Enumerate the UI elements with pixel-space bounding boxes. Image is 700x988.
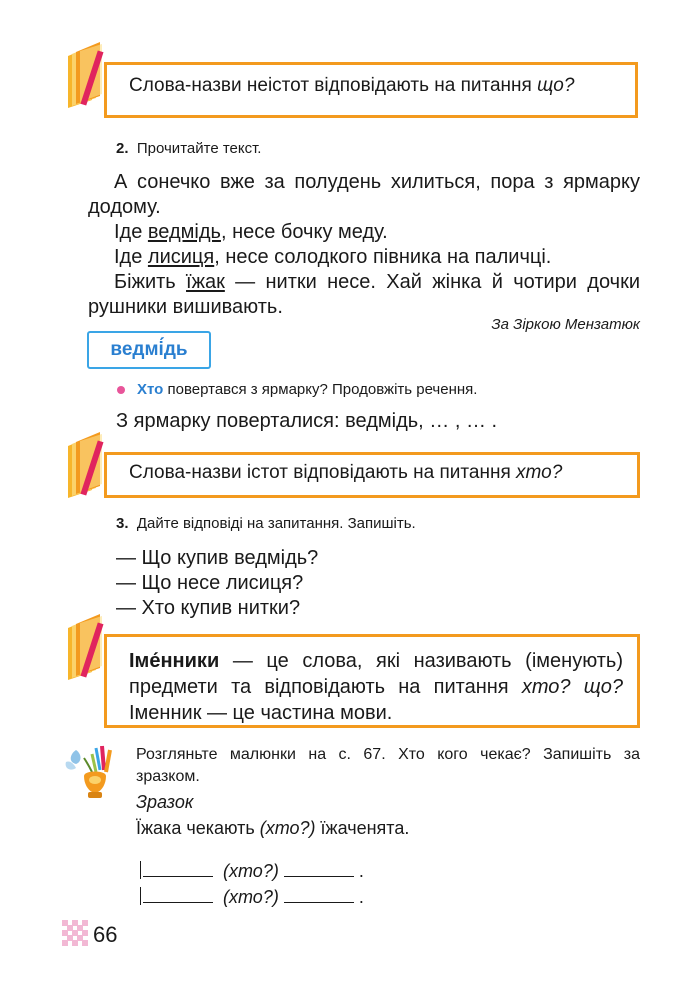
bullet-dot (117, 386, 125, 394)
rule-question: хто? що? (521, 676, 623, 698)
story-source: За Зіркою Мензатюк (491, 316, 640, 333)
underlined-word: лисиця (147, 246, 215, 268)
question-line: — Що несе лисиця? (116, 572, 304, 594)
story-line: А сонечко вже за полудень хилиться, пора з ярмарку (114, 171, 640, 193)
task-number: 3. (116, 515, 129, 532)
underlined-word: ведмідь (147, 221, 221, 243)
flower-vase-icon (62, 740, 128, 808)
task2-header (116, 140, 261, 157)
underlined-word: їжак (186, 271, 225, 293)
story-text (88, 170, 640, 320)
rule-box-noun: Іме́нники — це слова, які називають (іменують) предмети та відповідають на питання хто? що? Іменник — це частина мови. (104, 634, 640, 728)
story-line: Іде лисиця, несе солодкого півника на паличці. (114, 246, 552, 268)
sample-label: Зразок (136, 792, 194, 812)
story-line: додому. (88, 196, 161, 218)
sample-sentence: Їжака чекають (хто?) їжаченята. (136, 818, 410, 838)
exercise-text: Розгляньте малюнки на с. 67. Хто кого чекає? Запишіть за зразком. (136, 746, 640, 785)
ornament-icon (60, 918, 90, 948)
story-line: Іде ведмідь, несе бочку меду. (114, 221, 388, 243)
task-instruction: Прочитайте текст. (136, 140, 262, 157)
fill-line[interactable]: (хто?) . (140, 884, 364, 908)
task-number: 2. (116, 140, 129, 157)
word-card: ведмі́дь (87, 331, 211, 369)
rule-text: Слова-назви неістот відповідають на питання (129, 75, 538, 96)
page-number: 66 (93, 922, 118, 947)
question-line: — Що купив ведмідь? (116, 547, 319, 569)
story-line: рушники вишивають. (88, 296, 283, 318)
story-line: Біжить їжак — нитки несе. Хай жінка й чотири дочки (114, 271, 640, 293)
continue-sentence: З ярмарку поверталися: ведмідь, … , … . (116, 410, 498, 432)
rule-box-animate (104, 452, 640, 498)
rule-term: Іме́нники (129, 650, 220, 672)
task-instruction: Дайте відповіді на запитання. Запишіть. (136, 515, 416, 532)
fill-line[interactable]: (хто?) . (140, 858, 364, 882)
bullet-highlight: Хто (137, 381, 164, 398)
rule-question: хто? (516, 462, 563, 483)
task3-questions (116, 546, 318, 621)
bullet-question: Хто повертався з ярмарку? Продовжіть речення. (137, 381, 478, 398)
task3-header (116, 515, 416, 532)
rule-box-inanimate (104, 62, 638, 118)
rule-question: що? (537, 75, 575, 96)
question-line: — Хто купив нитки? (116, 597, 301, 619)
rule-text: Слова-назви істот відповідають на питання (129, 462, 517, 483)
